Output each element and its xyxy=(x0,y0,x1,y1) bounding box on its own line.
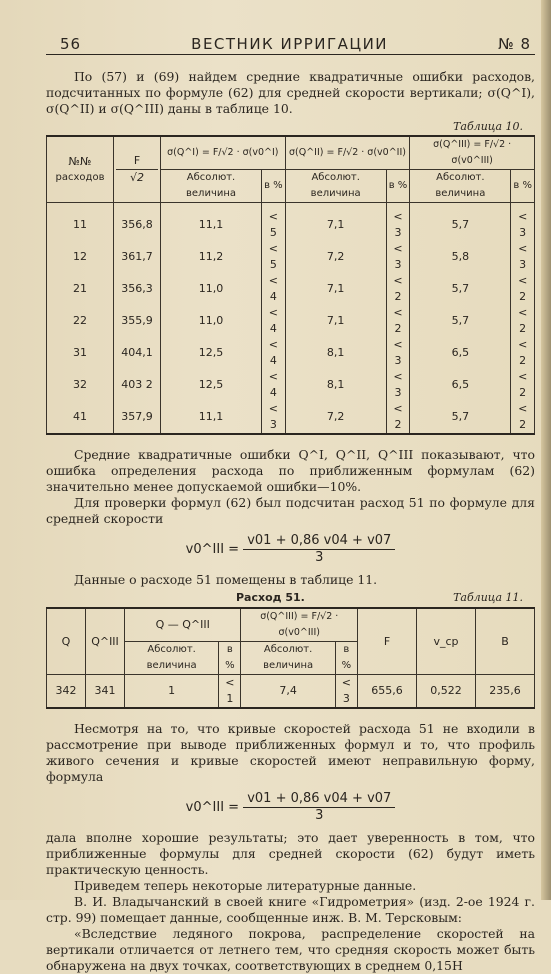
t11-cell: 341 xyxy=(86,675,125,709)
table-10 xyxy=(46,135,535,435)
formula-2-lhs: v0^III = xyxy=(185,800,240,815)
t10-cell: 12,5 xyxy=(161,337,262,369)
paragraph-8: В. И. Владычанский в своей книге «Гидрометрия» (изд. 2-ое 1924 г. стр. 99) помещает данные, сообщенные инж. В. М. Терсковым: xyxy=(46,894,535,925)
paragraph-2: Средние квадратичные ошибки Q^I, Q^II, Q^III показывают, что ошибка определения расхода по приближенным формулам (62) значительно менее допускаемой ошибки—10%. xyxy=(46,447,535,494)
t10-cell: 41 xyxy=(47,401,114,434)
formula-1-denominator: 3 xyxy=(315,550,324,565)
t10-col-num-top: №№ xyxy=(68,154,92,168)
page-edge xyxy=(541,0,551,900)
t10-cell: 7,2 xyxy=(285,241,386,273)
page-header xyxy=(46,36,535,55)
formula-2 xyxy=(46,791,535,824)
t11-col-q: Q xyxy=(47,608,86,675)
t10-cell: 22 xyxy=(47,305,114,337)
t10-cell: 404,1 xyxy=(114,337,161,369)
t10-cell: 357,9 xyxy=(114,401,161,434)
t10-cell: < 4 xyxy=(262,273,286,305)
t10-cell: < 5 xyxy=(262,241,286,273)
t11-col-b: B xyxy=(476,608,535,675)
t10-cell: < 3 xyxy=(262,401,286,434)
paragraph-3: Для проверки формул (62) был подсчитан расход 51 по формуле для средней скорости xyxy=(46,495,535,526)
t10-cell: 11,1 xyxy=(161,401,262,434)
t11-sub-abs: Абсолют. величина xyxy=(241,642,335,675)
t11-sub-abs: Абсолют. величина xyxy=(125,642,219,675)
t10-cell: 11,2 xyxy=(161,241,262,273)
table-11 xyxy=(46,607,535,709)
paragraph-6: дала вполне хорошие результаты; это дает уверенность в том, что приближенные формулы для средней скорости (62) будут иметь практическую ценность. xyxy=(46,830,535,877)
t10-sub-abs: Абсолют. величина xyxy=(161,170,262,203)
t10-cell: < 2 xyxy=(511,401,535,434)
t10-cell: < 3 xyxy=(386,337,410,369)
t10-cell: 7,1 xyxy=(285,203,386,242)
t10-cell: 6,5 xyxy=(410,337,511,369)
table11-caption: Таблица 11. xyxy=(453,591,523,604)
t10-cell: < 2 xyxy=(511,369,535,401)
t10-cell: 8,1 xyxy=(285,369,386,401)
t10-cell: 5,7 xyxy=(410,203,511,242)
t10-cell: 356,8 xyxy=(114,203,161,242)
t11-cell: 235,6 xyxy=(476,675,535,709)
t10-cell: < 4 xyxy=(262,305,286,337)
t10-sub-abs: Абсолют. величина xyxy=(285,170,386,203)
t11-cell: 655,6 xyxy=(358,675,417,709)
t11-cell: 342 xyxy=(47,675,86,709)
t10-group-2: σ(Q^II) = F/√2 · σ(v0^II) xyxy=(285,136,410,170)
table-row xyxy=(47,675,535,709)
t11-col-vcp: v_ср xyxy=(417,608,476,675)
t10-cell: 31 xyxy=(47,337,114,369)
t10-cell: 5,7 xyxy=(410,273,511,305)
formula-1 xyxy=(46,533,535,566)
t10-cell: < 4 xyxy=(262,337,286,369)
t11-cell: 7,4 xyxy=(241,675,335,709)
table-row xyxy=(47,401,535,434)
table10-caption: Таблица 10. xyxy=(453,120,523,133)
t10-cell: 355,9 xyxy=(114,305,161,337)
formula-2-numerator: v01 + 0,86 v04 + v07 xyxy=(243,791,395,808)
paragraph-4: Данные о расходе 51 помещены в таблице 11. xyxy=(74,572,378,587)
t11-sub-pct: в % xyxy=(335,642,357,675)
t10-cell: 32 xyxy=(47,369,114,401)
formula-2-denominator: 3 xyxy=(315,808,324,823)
t10-sub-pct: в % xyxy=(511,170,535,203)
paragraph-1: По (57) и (69) найдем средние квадратичные ошибки расходов, подсчитанных по формуле (62) для средней скорости вертикали; σ(Q^I), σ(Q^II) и σ(Q^III) даны в таблице 10. xyxy=(46,69,535,116)
t11-col-q3: Q^III xyxy=(86,608,125,675)
t10-cell: < 2 xyxy=(386,401,410,434)
table-row xyxy=(47,305,535,337)
t10-cell: < 3 xyxy=(386,241,410,273)
t11-cell: < 1 xyxy=(219,675,241,709)
t10-group-1: σ(Q^I) = F/√2 · σ(v0^I) xyxy=(161,136,286,170)
t10-col-num xyxy=(47,136,114,203)
table-row xyxy=(47,273,535,305)
t11-col-sigma: σ(Q^III) = F/√2 · σ(v0^III) xyxy=(241,608,358,642)
t10-cell: 11,1 xyxy=(161,203,262,242)
t10-cell: < 2 xyxy=(511,305,535,337)
t10-sub-pct: в % xyxy=(386,170,410,203)
t10-cell: 12,5 xyxy=(161,369,262,401)
t10-cell: 21 xyxy=(47,273,114,305)
t10-col-num-bottom: расходов xyxy=(55,171,105,183)
t11-col-f: F xyxy=(358,608,417,675)
table-row xyxy=(47,241,535,273)
t10-cell: 11 xyxy=(47,203,114,242)
t10-cell: 6,5 xyxy=(410,369,511,401)
t10-col-f-top: F xyxy=(133,154,141,167)
t11-sub-pct: в % xyxy=(219,642,241,675)
t10-cell: 5,8 xyxy=(410,241,511,273)
t11-cell: < 3 xyxy=(335,675,357,709)
t11-cell: 1 xyxy=(125,675,219,709)
formula-1-numerator: v01 + 0,86 v04 + v07 xyxy=(243,533,395,550)
t10-cell: < 3 xyxy=(511,241,535,273)
t10-cell: 7,1 xyxy=(285,305,386,337)
paragraph-5: Несмотря на то, что кривые скоростей расхода 51 не входили в рассмотрение при выводе приближенных формул и то, что профиль живого сечения и кривые скоростей имеют неправильную форму, формула xyxy=(46,721,535,784)
formula-1-lhs: v0^III = xyxy=(185,542,240,557)
formula-2-fraction xyxy=(243,791,395,824)
t10-cell: < 2 xyxy=(386,273,410,305)
t10-cell: 11,0 xyxy=(161,273,262,305)
t10-cell: 11,0 xyxy=(161,305,262,337)
t10-col-f-bottom: √2 xyxy=(116,169,158,186)
t10-cell: 12 xyxy=(47,241,114,273)
table11-title: Расход 51. xyxy=(236,591,305,604)
t11-col-diff: Q — Q^III xyxy=(125,608,241,642)
t10-cell: < 5 xyxy=(262,203,286,242)
t10-cell: 356,3 xyxy=(114,273,161,305)
paragraph-7: Приведем теперь некоторые литературные данные. xyxy=(74,878,417,893)
page-number: 56 xyxy=(60,35,82,53)
t10-cell: < 2 xyxy=(511,273,535,305)
t10-group-3: σ(Q^III) = F/√2 · σ(v0^III) xyxy=(410,136,535,170)
paragraph-9: «Вследствие ледяного покрова, распределение скоростей на вертикали отличается от летнего тем, что средняя скорость может быть обнаружена на двух точках, соответствующих в среднем 0,15Н xyxy=(46,926,535,973)
issue-number: № 8 xyxy=(498,35,531,53)
t10-cell: 5,7 xyxy=(410,401,511,434)
t11-cell: 0,522 xyxy=(417,675,476,709)
t10-cell: < 2 xyxy=(386,305,410,337)
table-row xyxy=(47,203,535,242)
table-row xyxy=(47,369,535,401)
t10-cell: 361,7 xyxy=(114,241,161,273)
t10-cell: 5,7 xyxy=(410,305,511,337)
t10-col-f xyxy=(114,136,161,203)
t10-cell: < 3 xyxy=(386,203,410,242)
table11-caption-row xyxy=(46,590,535,606)
t10-cell: < 4 xyxy=(262,369,286,401)
t10-sub-abs: Абсолют. величина xyxy=(410,170,511,203)
table-row xyxy=(47,337,535,369)
formula-1-fraction xyxy=(243,533,395,566)
t10-cell: 403 2 xyxy=(114,369,161,401)
t10-cell: < 3 xyxy=(386,369,410,401)
t10-sub-pct: в % xyxy=(262,170,286,203)
t10-cell: 8,1 xyxy=(285,337,386,369)
journal-title: ВЕСТНИК ИРРИГАЦИИ xyxy=(191,35,389,53)
t10-cell: < 2 xyxy=(511,337,535,369)
t10-cell: 7,1 xyxy=(285,273,386,305)
t10-cell: 7,2 xyxy=(285,401,386,434)
t10-cell: < 3 xyxy=(511,203,535,242)
